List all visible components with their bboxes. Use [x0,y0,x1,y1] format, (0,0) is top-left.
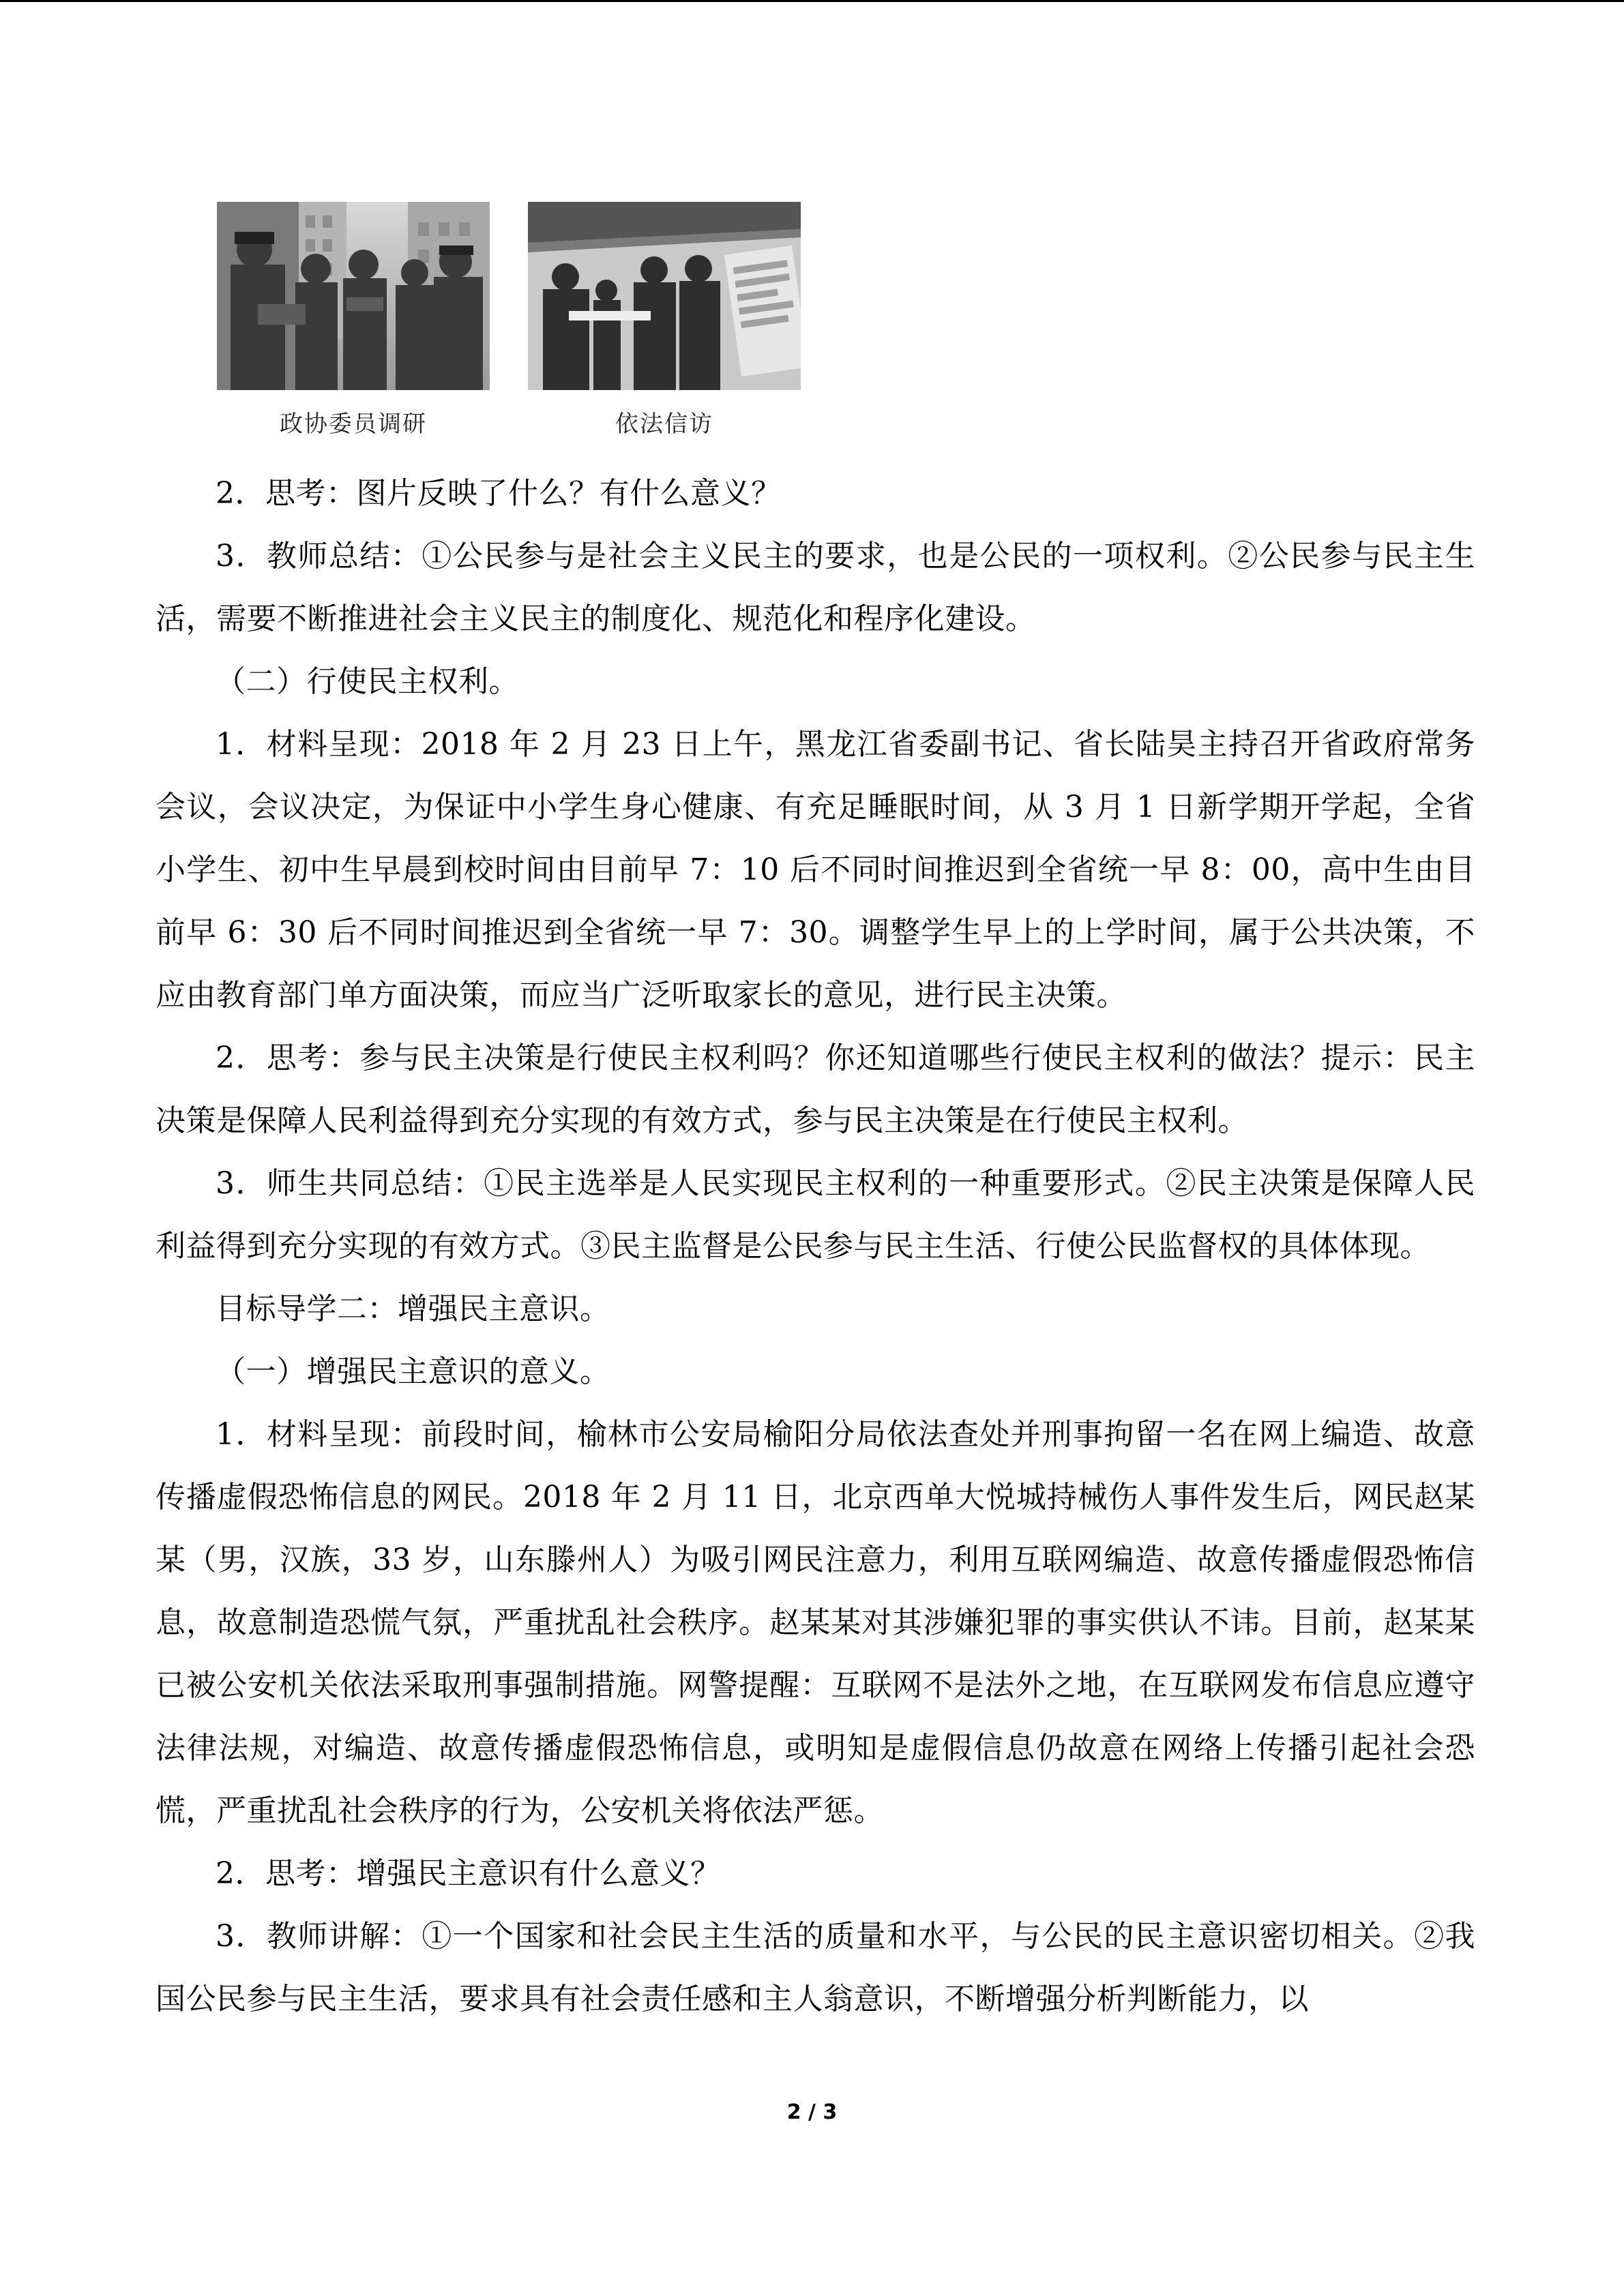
page-top-border [0,0,1624,2]
paragraph-material-yulin: 1．材料呈现：前段时间，榆林市公安局榆阳分局依法查处并刑事拘留一名在网上编造、故意传播虚假恐怖信息的网民。2018 年 2 月 11 日，北京西单大悦城持械伤人事件发生后，网民赵某某（男，汉族，33 岁，山东滕州人）为吸引网民注意力，利用互联网编造、故意传播虚假恐怖信息，故意制造恐慌气氛，严重扰乱社会秩序。赵某某对其涉嫌犯罪的事实供认不讳。目前，赵某某已被公安机关依法采取刑事强制措施。网警提醒：互联网不是法外之地，在互联网发布信息应遵守法律法规，对编造、故意传播虚假恐怖信息，或明知是虚假信息仍故意在网络上传播引起社会恐慌，严重扰乱社会秩序的行为，公安机关将依法严惩。 [156,1417,1475,1828]
photo-caption-cppcc: 政协委员调研 [280,411,427,438]
paragraph-teacher-summary: 3．教师总结：①公民参与是社会主义民主的要求，也是公民的一项权利。②公民参与民主生活，需要不断推进社会主义民主的制度化、规范化和程序化建设。 [156,539,1475,636]
section-heading-exercise-rights: （二）行使民主权利。 [216,664,519,699]
paragraph-think-pictures: 2．思考：图片反映了什么？有什么意义？ [216,476,782,511]
section-heading-awareness-meaning: （一）增强民主意识的意义。 [216,1354,610,1389]
figure-group [217,202,805,447]
document-body [156,462,1475,2031]
paragraph-think-awareness: 2．思考：增强民主意识有什么意义？ [216,1856,721,1891]
photo-lawful-petition [528,202,801,390]
paragraph-think-decision: 2．思考：参与民主决策是行使民主权利吗？你还知道哪些行使民主权利的做法？提示：民主决策是保障人民利益得到充分实现的有效方式，参与民主决策是在行使民主权利。 [156,1041,1475,1138]
paragraph-joint-summary: 3．师生共同总结：①民主选举是人民实现民主权利的一种重要形式。②民主决策是保障人民利益得到充分实现的有效方式。③民主监督是公民参与民主生活、行使公民监督权的具体体现。 [156,1166,1475,1264]
page-number: 2 / 3 [786,2100,838,2124]
photo-cppcc-research [217,202,490,390]
paragraph-material-heilongjiang: 1．材料呈现：2018 年 2 月 23 日上午，黑龙江省委副书记、省长陆昊主持召开省政府常务会议，会议决定，为保证中小学生身心健康、有充足睡眠时间，从 3 月 1 日新学期开学起，全省小学生、初中生早晨到校时间由目前早 7：10 后不同时间推迟到全省统一早 8：00，高中生由目前早 6：30 后不同时间推迟到全省统一早 7：30。调整学生早上的上学时间，属于公共决策，不应由教育部门单方面决策，而应当广泛听取家长的意见，进行民主决策。 [156,727,1475,1013]
photo-caption-petition: 依法信访 [615,411,713,438]
paragraph-teacher-explanation: 3．教师讲解：①一个国家和社会民主生活的质量和水平，与公民的民主意识密切相关。②我国公民参与民主生活，要求具有社会责任感和主人翁意识，不断增强分析判断能力，以 [156,1919,1475,2016]
goal-heading-two: 目标导学二：增强民主意识。 [216,1292,610,1326]
